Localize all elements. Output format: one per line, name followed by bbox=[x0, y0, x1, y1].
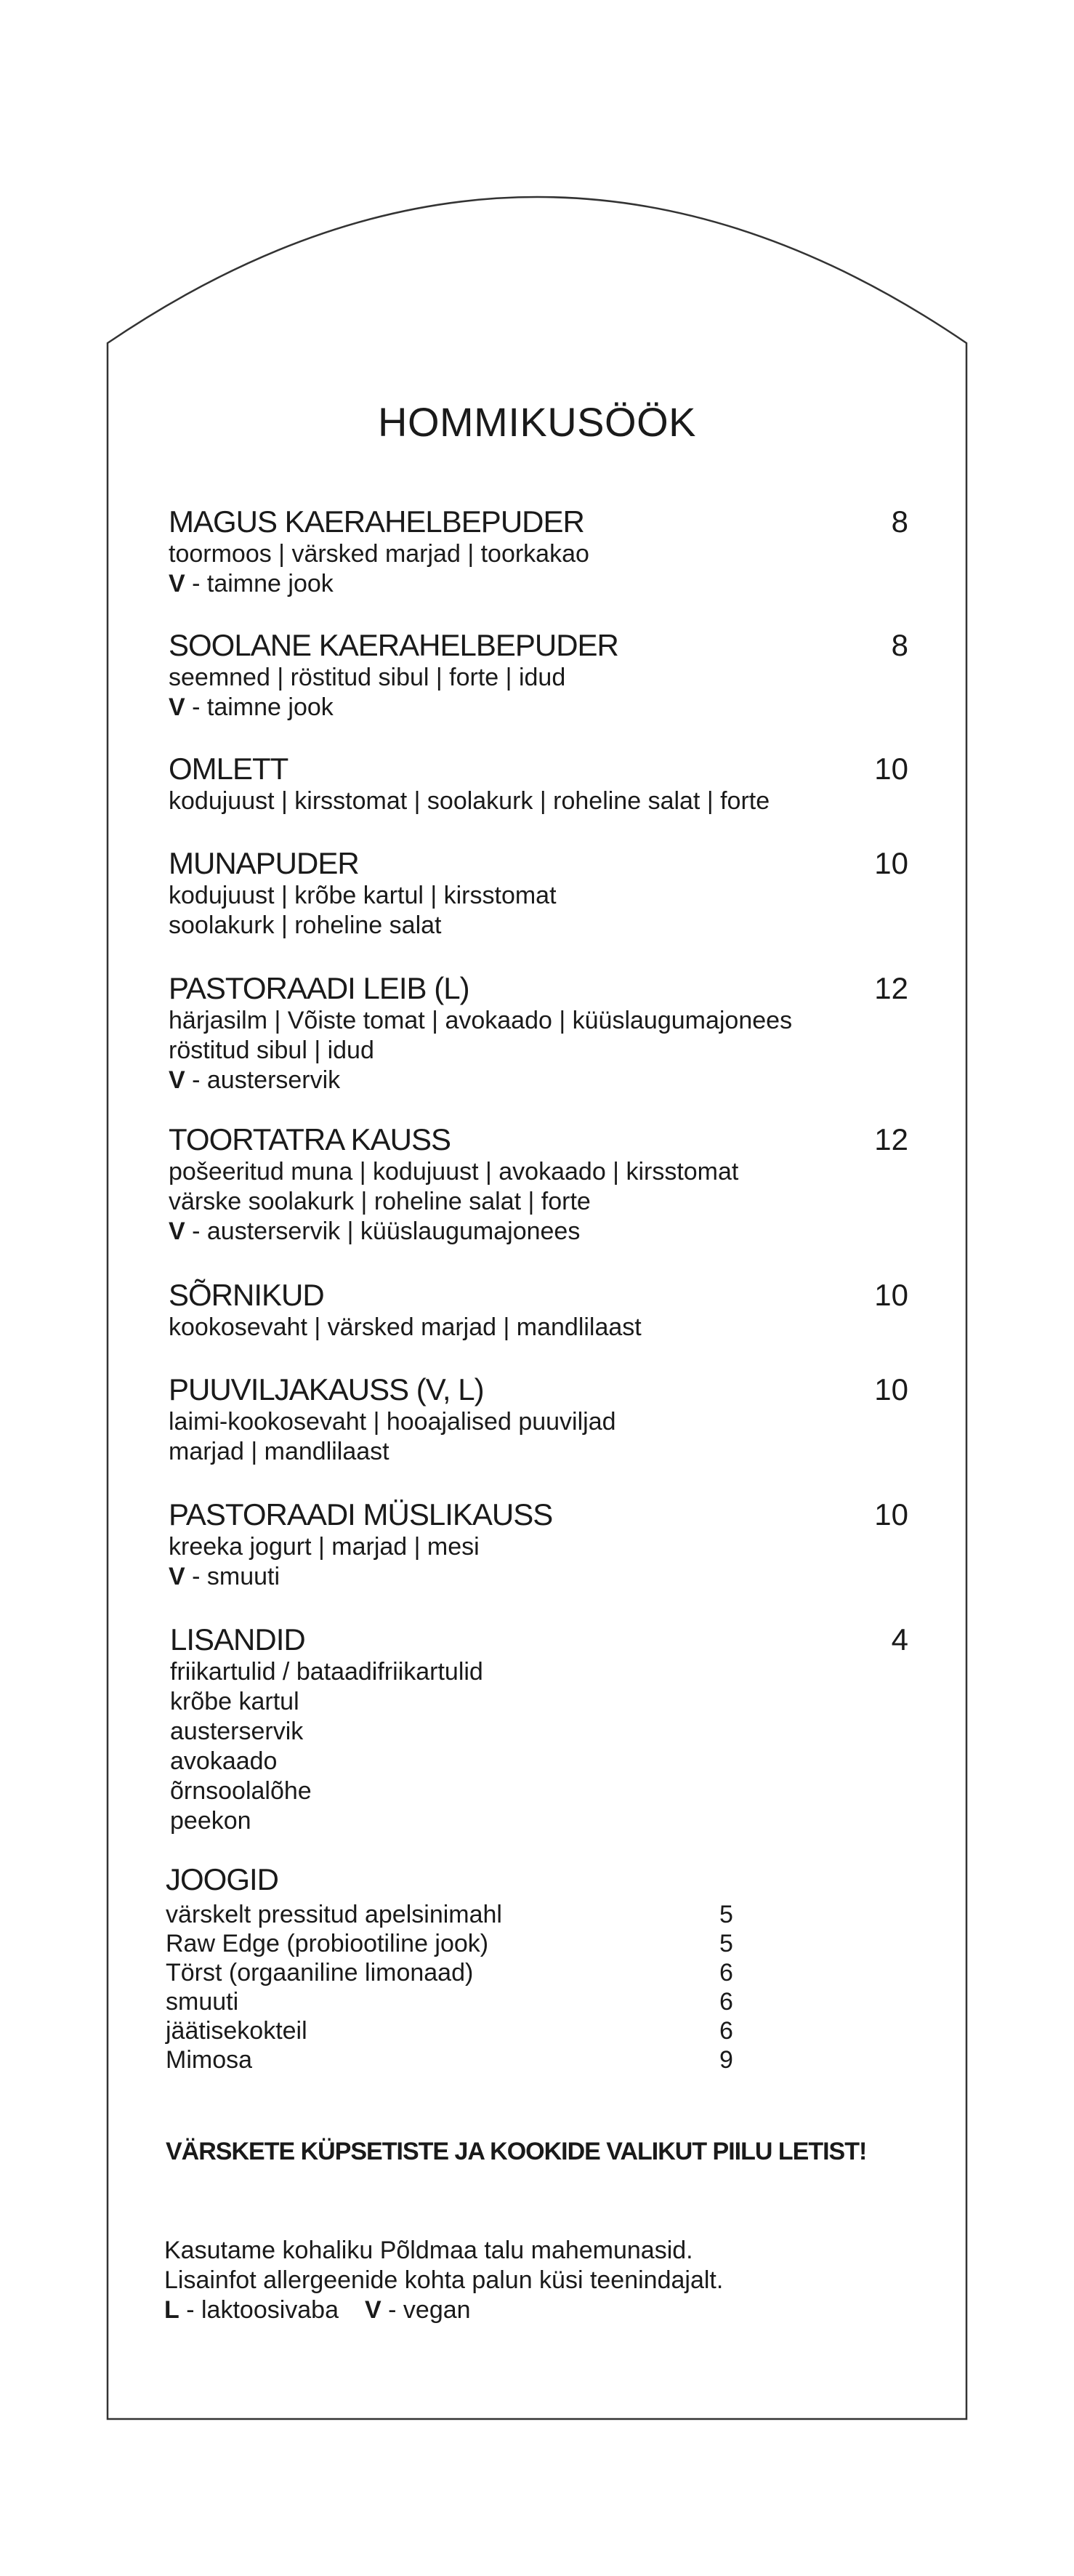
menu-item-name: TOORTATRA KAUSS bbox=[169, 1122, 451, 1156]
drink-price: 5 bbox=[719, 1930, 733, 1957]
menu-item-description: seemned | röstitud sibul | forte | idud bbox=[169, 664, 566, 691]
menu-item-price: 10 bbox=[874, 1372, 908, 1406]
menu-item bbox=[169, 968, 908, 1095]
menu-item-description: marjad | mandlilaast bbox=[169, 1438, 389, 1465]
menu-item-header bbox=[169, 749, 908, 789]
menu-item-sides bbox=[170, 1619, 908, 1836]
drink-row bbox=[166, 2045, 747, 2074]
menu-item-description: värske soolakurk | roheline salat | forte bbox=[169, 1188, 591, 1215]
menu-item-description: härjasilm | Võiste tomat | avokaado | küüslaugumajonees bbox=[169, 1007, 793, 1034]
menu-item-description: kodujuust | kirsstomat | soolakurk | roheline salat | forte bbox=[169, 787, 770, 815]
vegan-mark: V bbox=[169, 1066, 185, 1094]
drinks-title: JOOGID bbox=[166, 1862, 279, 1896]
menu-title: HOMMIKUSÖÖK bbox=[378, 399, 696, 445]
side-option: krõbe kartul bbox=[170, 1688, 299, 1715]
drink-name: smuuti bbox=[166, 1988, 239, 2016]
drink-row bbox=[166, 1929, 747, 1958]
drink-price: 6 bbox=[719, 1988, 733, 2016]
vegan-text: - austerservik bbox=[185, 1066, 341, 1094]
vegan-text: - austerservik | küüslaugumajonees bbox=[185, 1217, 581, 1245]
menu-item-price: 10 bbox=[874, 1278, 908, 1312]
bakery-notice: VÄRSKETE KÜPSETISTE JA KOOKIDE VALIKUT PIILU LETIST! bbox=[166, 2138, 867, 2165]
footer-allergen-note: Lisainfot allergeenide kohta palun küsi teenindajalt. bbox=[164, 2266, 724, 2294]
menu-item bbox=[169, 843, 908, 941]
menu-item-price: 12 bbox=[874, 971, 908, 1005]
footer-eggs-note: Kasutame kohaliku Põldmaa talu mahemunasid. bbox=[164, 2237, 693, 2264]
vegan-mark: V bbox=[169, 693, 185, 721]
menu-item-vegan-option bbox=[169, 1562, 908, 1592]
menu-item-name: MAGUS KAERAHELBEPUDER bbox=[169, 504, 584, 539]
side-option: friikartulid / bataadifriikartulid bbox=[170, 1658, 483, 1686]
menu-item-header bbox=[169, 843, 908, 884]
menu-item-price: 10 bbox=[874, 846, 908, 880]
menu-item-name: OMLETT bbox=[169, 752, 288, 786]
menu-item-vegan-option bbox=[169, 1066, 908, 1095]
menu-item-description: soolakurk | roheline salat bbox=[169, 911, 442, 939]
menu-item-description: kodujuust | krõbe kartul | kirsstomat bbox=[169, 882, 557, 909]
drink-name: värskelt pressitud apelsinimahl bbox=[166, 1901, 502, 1928]
menu-item bbox=[169, 502, 908, 599]
menu-item-price: 10 bbox=[874, 1497, 908, 1531]
menu-footer bbox=[164, 2236, 723, 2325]
drink-price: 9 bbox=[719, 2046, 733, 2074]
drink-row bbox=[166, 1987, 747, 2016]
menu-item bbox=[169, 1275, 908, 1343]
menu-item-price: 8 bbox=[891, 628, 908, 662]
menu-item-description: kookosevaht | värsked marjad | mandlilaast bbox=[169, 1313, 642, 1341]
menu-item-header bbox=[169, 1275, 908, 1316]
menu-item-name: MUNAPUDER bbox=[169, 846, 359, 880]
menu-item-description: kreeka jogurt | marjad | mesi bbox=[169, 1533, 480, 1561]
menu-item-header bbox=[169, 968, 908, 1009]
drink-row bbox=[166, 2016, 747, 2045]
menu-item-price: 8 bbox=[891, 504, 908, 539]
menu-item bbox=[169, 1494, 908, 1592]
menu-item-price: 4 bbox=[891, 1622, 908, 1657]
menu-item bbox=[169, 625, 908, 723]
menu-item-name: PASTORAADI LEIB (L) bbox=[169, 971, 469, 1005]
menu-item-header bbox=[169, 502, 908, 542]
footer-legend bbox=[164, 2295, 723, 2325]
side-option: peekon bbox=[170, 1807, 251, 1835]
menu-item-header bbox=[169, 1369, 908, 1410]
drink-name: jäätisekokteil bbox=[166, 2017, 307, 2045]
menu-item bbox=[169, 749, 908, 816]
menu-item-description: laimi-kookosevaht | hooajalised puuviljad bbox=[169, 1408, 616, 1436]
menu-item-price: 10 bbox=[874, 752, 908, 786]
vegan-text: - taimne jook bbox=[185, 570, 334, 597]
menu-item-vegan-option bbox=[169, 693, 908, 723]
menu-item-header bbox=[169, 1494, 908, 1535]
side-option: õrnsoolalõhe bbox=[170, 1777, 312, 1805]
vegan-mark: V bbox=[169, 1563, 185, 1590]
menu-item-name: SOOLANE KAERAHELBEPUDER bbox=[169, 628, 618, 662]
menu-item bbox=[169, 1369, 908, 1467]
vegan-mark: V bbox=[169, 1217, 185, 1245]
menu-item-header bbox=[170, 1619, 908, 1660]
menu-item-price: 12 bbox=[874, 1122, 908, 1156]
side-option: avokaado bbox=[170, 1747, 278, 1775]
drink-price: 6 bbox=[719, 2017, 733, 2045]
legend-v-text: - vegan bbox=[381, 2296, 471, 2324]
menu-item-vegan-option bbox=[169, 1217, 908, 1247]
menu-item-description: röstitud sibul | idud bbox=[169, 1037, 374, 1064]
drink-row bbox=[166, 1900, 747, 1929]
menu-item-description: pošeeritud muna | kodujuust | avokaado | kirsstomat bbox=[169, 1158, 739, 1186]
menu-item-name: PUUVILJAKAUSS (V, L) bbox=[169, 1372, 484, 1406]
menu-item-name: LISANDID bbox=[170, 1622, 305, 1657]
side-option: austerservik bbox=[170, 1718, 304, 1745]
menu-item-name: PASTORAADI MÜSLIKAUSS bbox=[169, 1497, 553, 1531]
vegan-mark: V bbox=[169, 570, 185, 597]
drink-name: Törst (orgaaniline limonaad) bbox=[166, 1959, 474, 1987]
legend-v-mark: V bbox=[365, 2296, 381, 2324]
drink-row bbox=[166, 1958, 747, 1987]
menu-item-header bbox=[169, 1119, 908, 1160]
vegan-text: - smuuti bbox=[185, 1563, 280, 1590]
legend-l-text: - laktoosivaba bbox=[179, 2296, 339, 2324]
menu-item-name: SÕRNIKUD bbox=[169, 1278, 324, 1312]
drink-name: Raw Edge (probiootiline jook) bbox=[166, 1930, 489, 1957]
drink-price: 5 bbox=[719, 1901, 733, 1928]
drink-name: Mimosa bbox=[166, 2046, 253, 2074]
legend-l-mark: L bbox=[164, 2296, 179, 2324]
drink-price: 6 bbox=[719, 1959, 733, 1987]
vegan-text: - taimne jook bbox=[185, 693, 334, 721]
menu-item bbox=[169, 1119, 908, 1247]
menu-item-header bbox=[169, 625, 908, 666]
menu-item-vegan-option bbox=[169, 569, 908, 599]
drinks-section bbox=[166, 1859, 747, 2074]
menu-item-description: toormoos | värsked marjad | toorkakao bbox=[169, 540, 589, 568]
